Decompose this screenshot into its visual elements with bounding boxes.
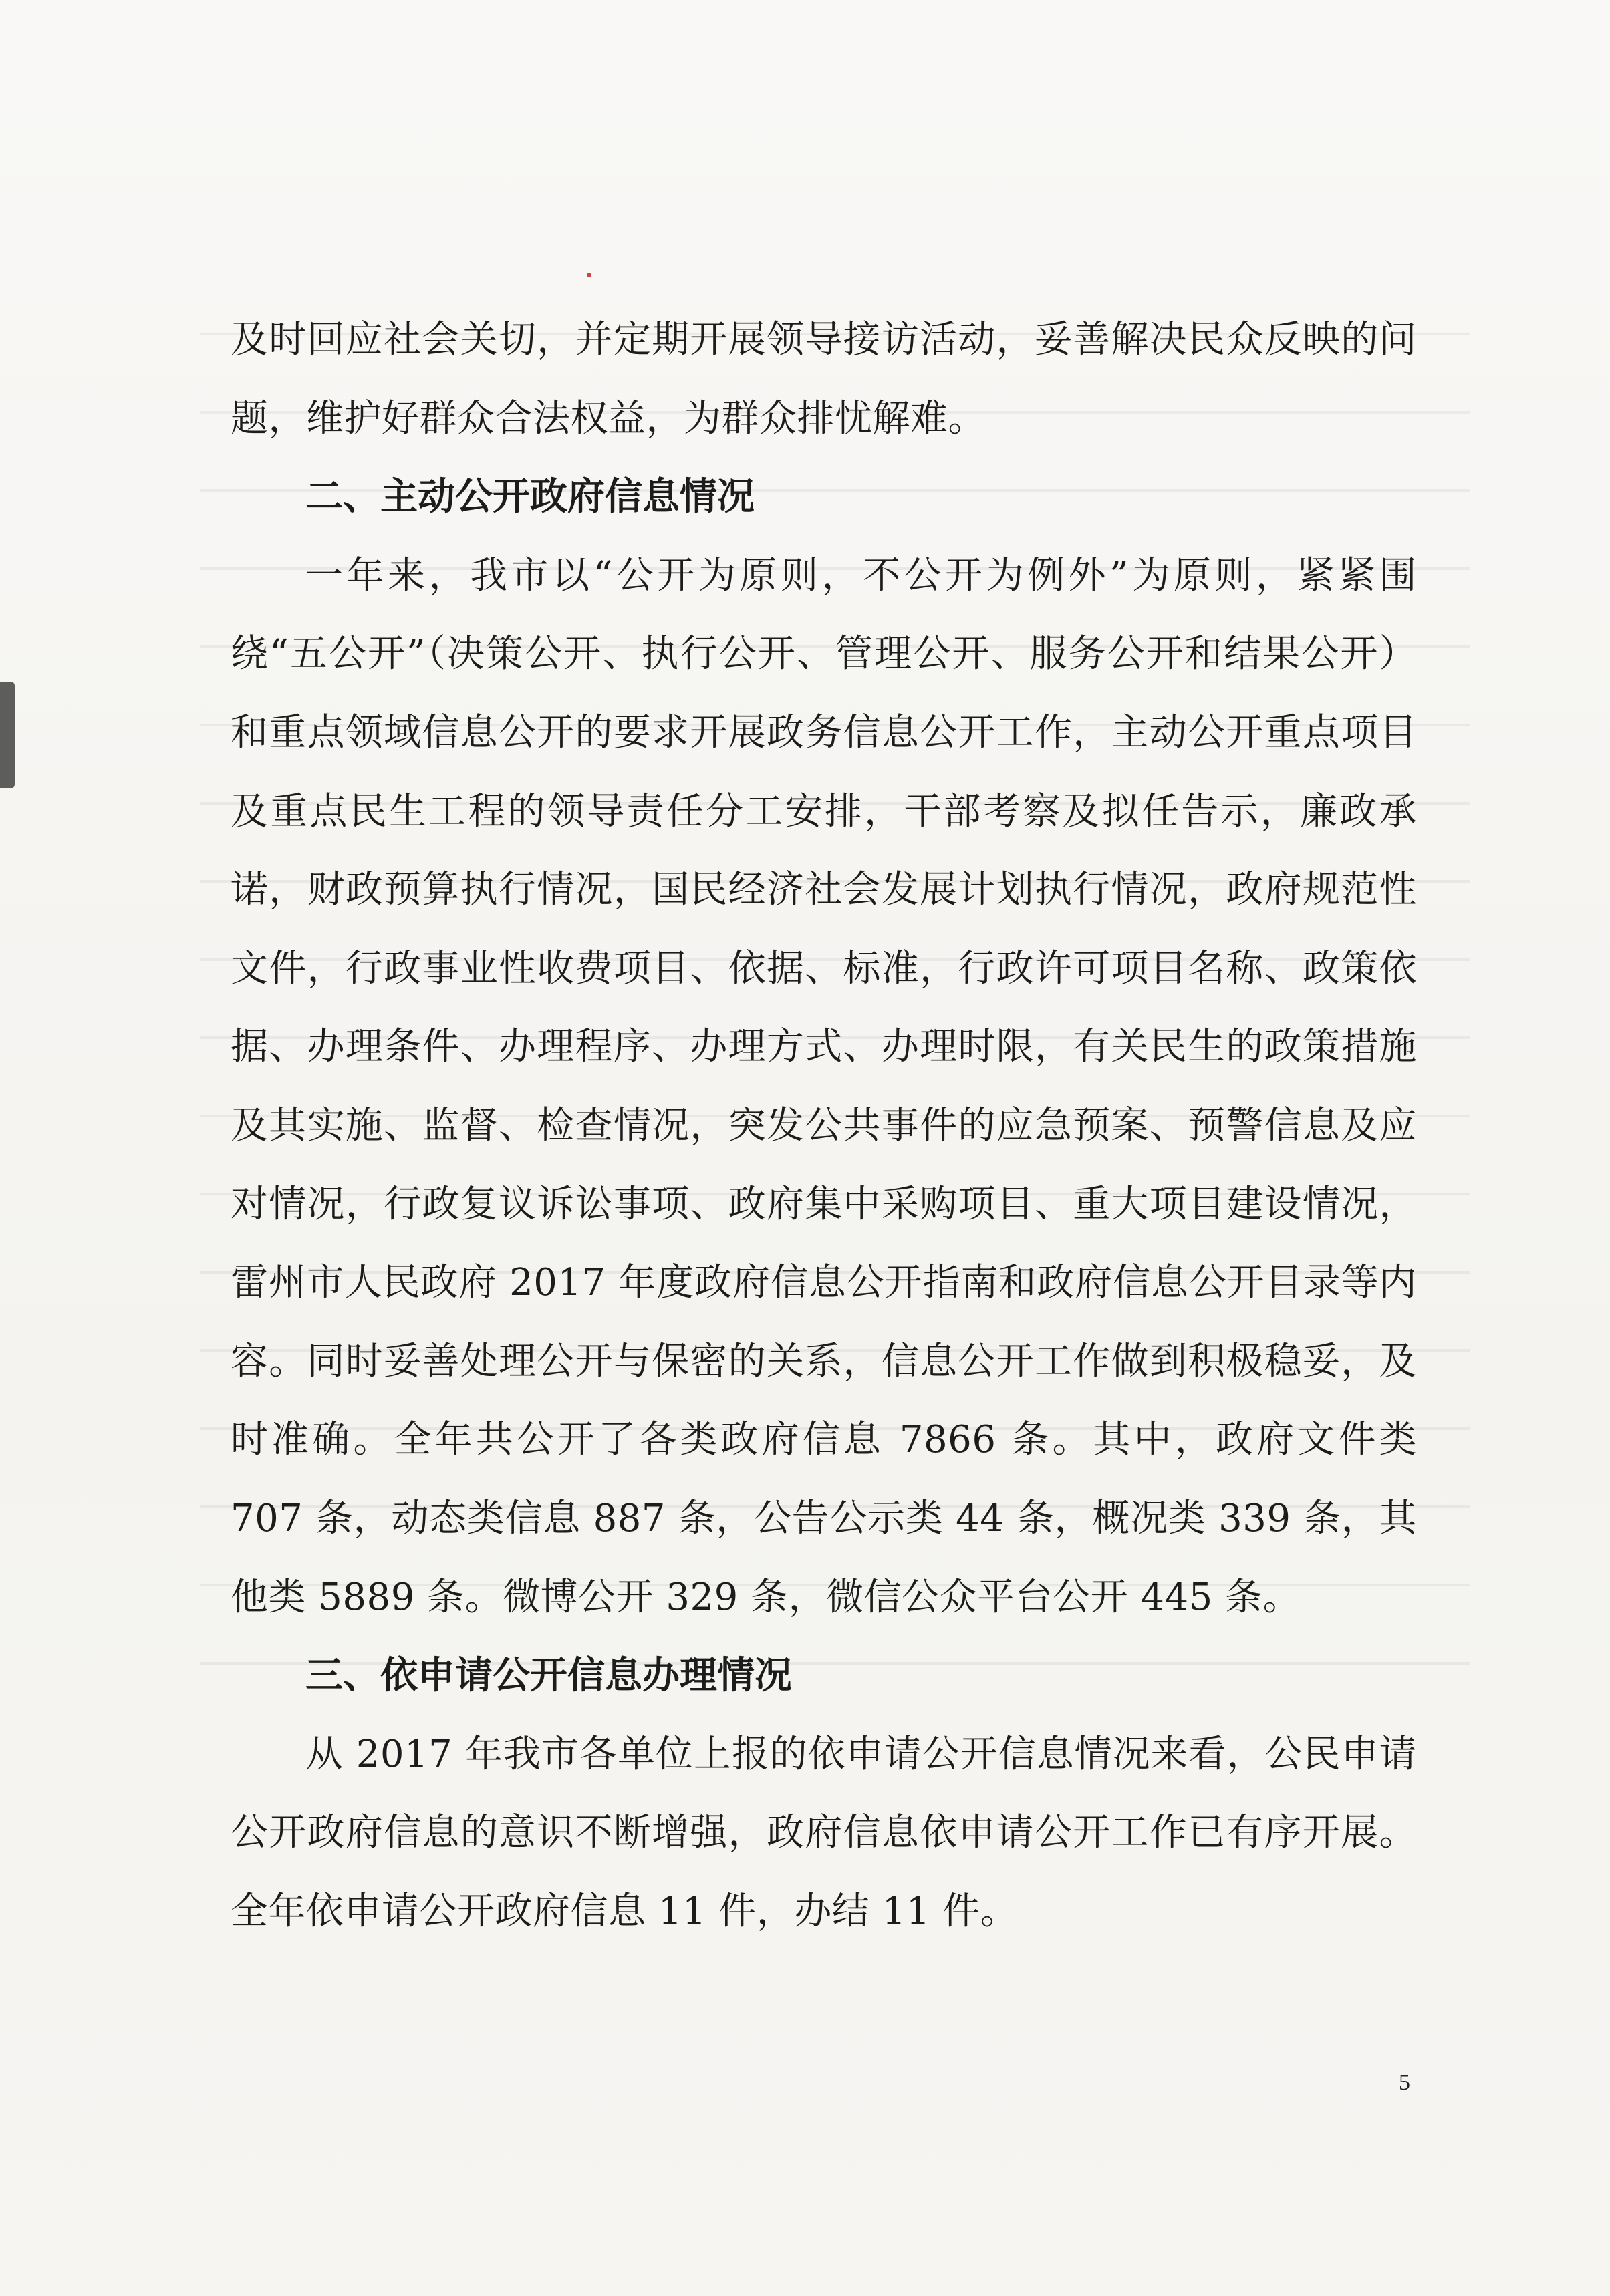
paragraph-proactive-disclosure: 一年来，我市以“公开为原则，不公开为例外”为原则，紧紧围绕“五公开”（决策公开、执行公开、管理公开、服务公开和结果公开）和重点领域信息公开的要求开展政务信息公开工作，主动公开重点项目及重点民生工程的领导责任分工安排，干部考察及拟任告示，廉政承诺，财政预算执行情况，国民经济社会发展计划执行情况，政府规范性文件，行政事业性收费项目、依据、标准，行政许可项目名称、政策依据、办理条件、办理程序、办理方式、办理时限，有关民生的政策措施及其实施、监督、检查情况，突发公共事件的应急预案、预警信息及应对情况，行政复议诉讼事项、政府集中采购项目、重大项目建设情况，雷州市人民政府 2017 年度政府信息公开指南和政府信息公开目录等内容。同时妥善处理公开与保密的关系，信息公开工作做到积极稳妥，及时准确。全年共公开了各类政府信息 7866 条。其中，政府文件类 707 条，动态类信息 887 条，公告公示类 44 条，概况类 339 条，其他类 5889 条。微博公开 329 条，微信公众平台公开 445 条。 [231, 553, 1417, 1619]
paragraph-continuation: 及时回应社会关切，并定期开展领导接访活动，妥善解决民众反映的问题，维护好群众合法权益，为群众排忧解难。 [231, 318, 1417, 440]
section-heading-2: 二、主动公开政府信息情况 [305, 475, 755, 519]
page-number: 5 [1399, 2070, 1410, 2095]
section-heading-3: 三、依申请公开信息办理情况 [305, 1654, 792, 1698]
paragraph-on-request-disclosure: 从 2017 年我市各单位上报的依申请公开信息情况来看，公民申请公开政府信息的意识不断增强，政府信息依申请公开工作已有序开展。全年依申请公开政府信息 11 件，办结 11 件。 [231, 1732, 1417, 1933]
binding-edge-mark [0, 682, 15, 788]
red-ink-dot [587, 273, 591, 277]
document-body [231, 301, 1417, 1951]
